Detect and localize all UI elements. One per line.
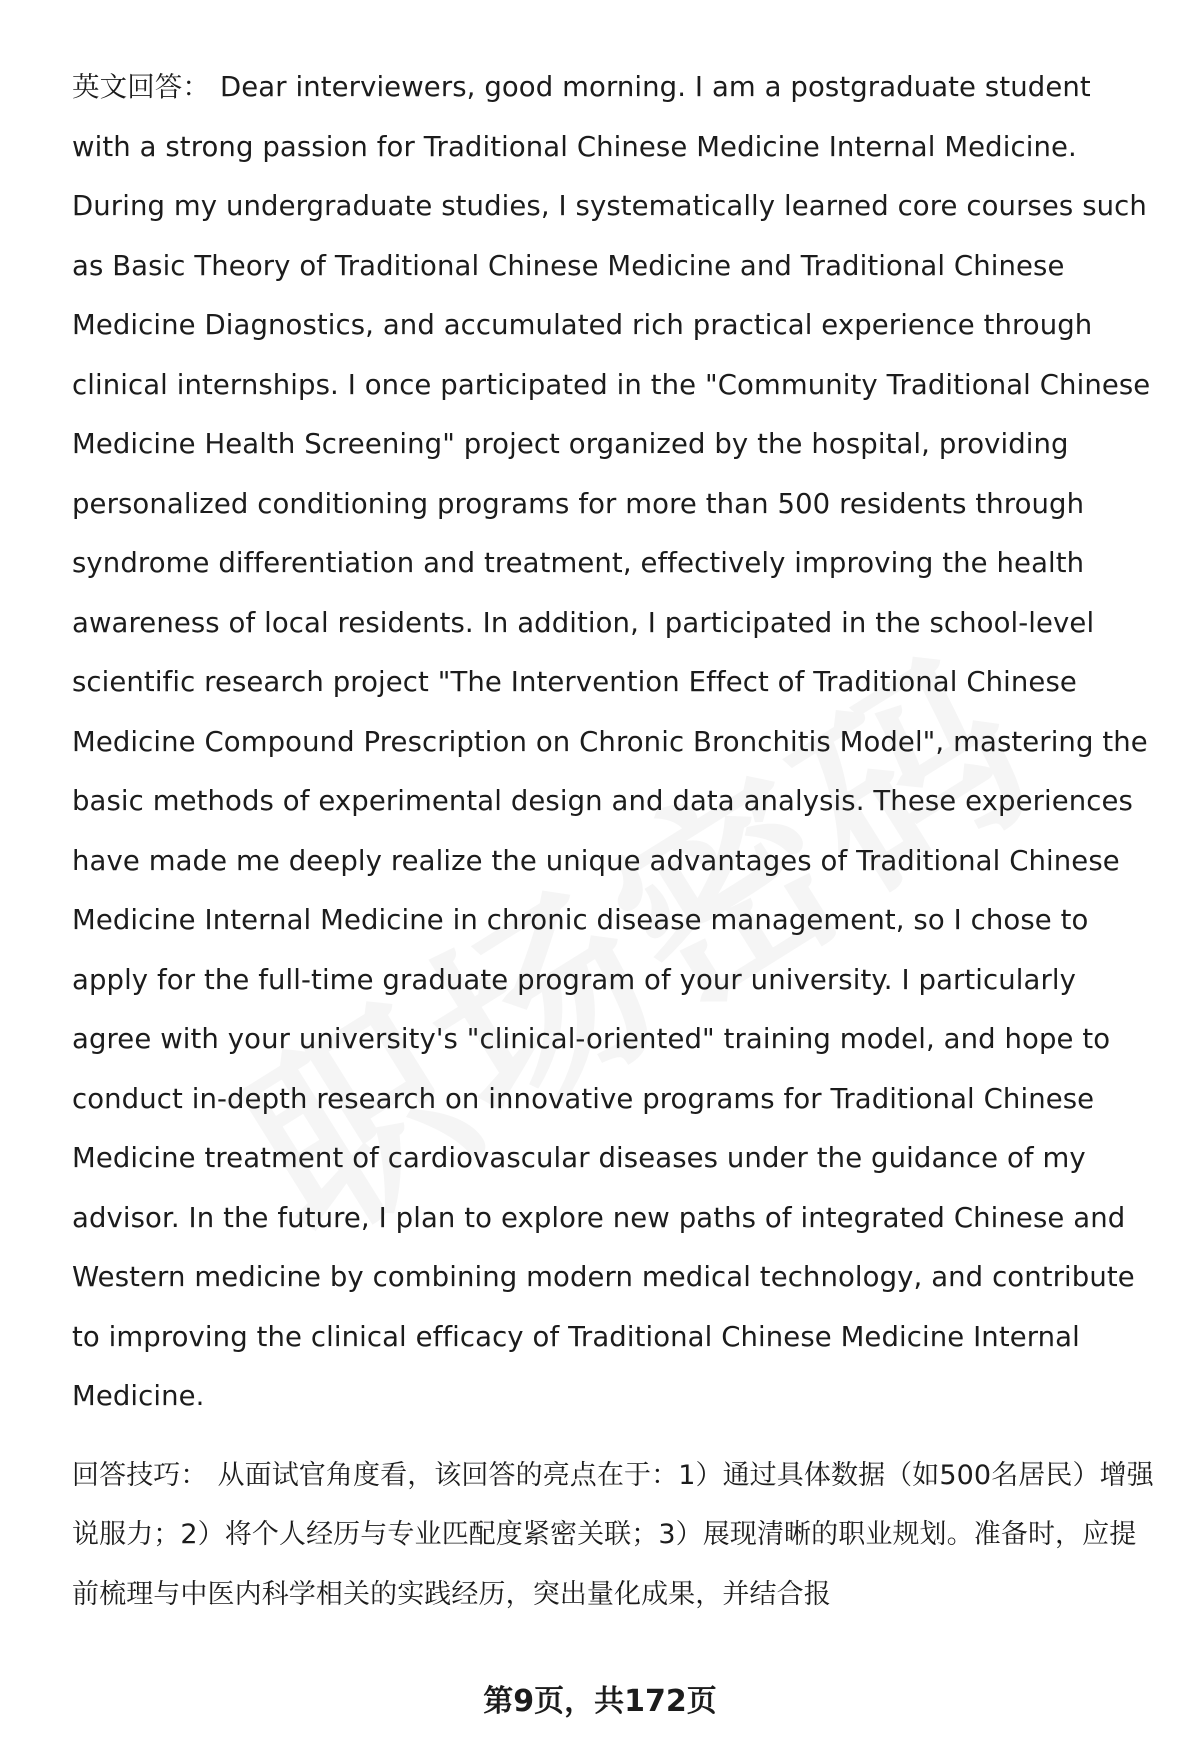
english-answer-label: 英文回答：: [72, 71, 210, 103]
answer-tips-label: 回答技巧：: [72, 1459, 208, 1491]
document-body: [72, 58, 1157, 1624]
english-answer-paragraph: [72, 58, 1157, 1427]
page-number: 第9页，共172页: [483, 1684, 717, 1719]
english-answer-text: Dear interviewers, good morning. I am a postgraduate student with a strong passion for Traditional Chinese Medicine Internal Medicine. During my undergraduate studies, I systematically learned core courses such as Basic Theory of Traditional Chinese Medicine and Traditional Chinese Medicine Diagnostics, and accumulated rich practical experience through clinical internships. I once participated in the "Community Traditional Chinese Medicine Health Screening" project organized by the hospital, providing personalized conditioning programs for more than 500 residents through syndrome differentiation and treatment, effectively improving the health awareness of local residents. In addition, I participated in the school-level scientific research project "The Intervention Effect of Traditional Chinese Medicine Compound Prescription on Chronic Bronchitis Model", mastering the basic methods of experimental design and data analysis. These experiences have made me deeply realize the unique advantages of Traditional Chinese Medicine Internal Medicine in chronic disease management, so I chose to apply for the full-time graduate program of your university. I particularly agree with your university's "clinical-oriented" training model, and hope to conduct in-depth research on innovative programs for Traditional Chinese Medicine treatment of cardiovascular diseases under the guidance of my advisor. In the future, I plan to explore new paths of integrated Chinese and Western medicine by combining modern medical technology, and contribute to improving the clinical efficacy of Traditional Chinese Medicine Internal Medicine.: [72, 71, 1151, 1412]
answer-tips-paragraph: [72, 1446, 1157, 1624]
answer-tips-text: 从面试官角度看，该回答的亮点在于：1）通过具体数据（如500名居民）增强说服力；2）将个人经历与专业匹配度紧密关联；3）展现清晰的职业规划。准备时，应提前梳理与中医内科学相关的实践经历，突出量化成果，并结合报: [72, 1459, 1154, 1610]
